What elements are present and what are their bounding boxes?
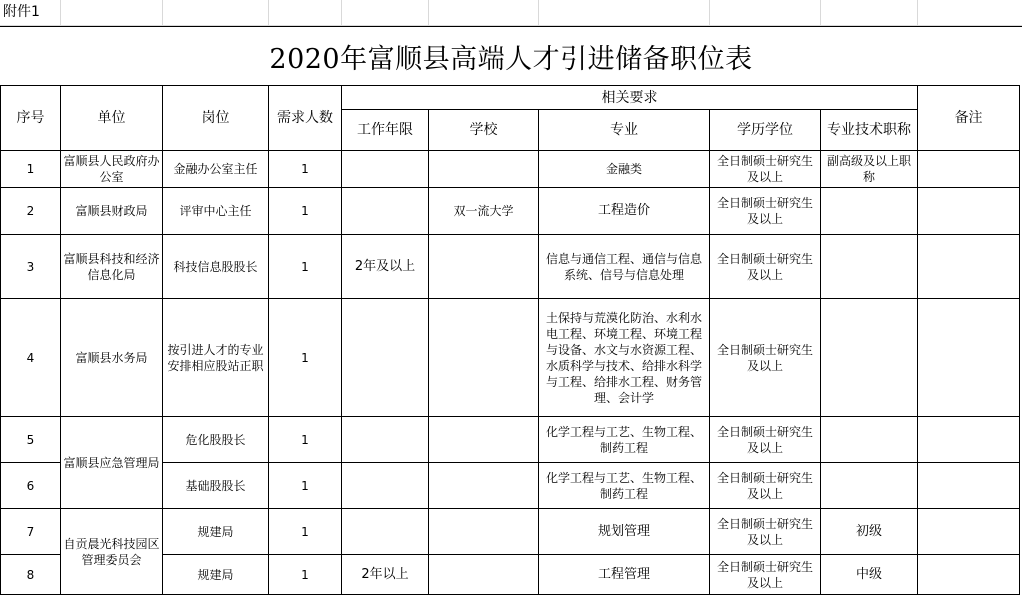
cell-degree: 全日制硕士研究生及以上 (710, 151, 821, 188)
cell-seq: 4 (1, 299, 61, 417)
cell-count: 1 (269, 509, 342, 555)
cell-major: 工程管理 (539, 555, 710, 595)
cell-years (342, 417, 429, 463)
header-position: 岗位 (163, 86, 269, 151)
cell-title (821, 463, 918, 509)
cell-seq: 2 (1, 188, 61, 235)
cell-unit: 自贡晨光科技园区管理委员会 (61, 509, 163, 595)
header-unit: 单位 (61, 86, 163, 151)
cell-major: 化学工程与工艺、生物工程、制药工程 (539, 417, 710, 463)
header-count: 需求人数 (269, 86, 342, 151)
cell-school (429, 463, 539, 509)
cell-title (821, 299, 918, 417)
attachment-label: 附件1 (3, 4, 40, 20)
table-row (1, 299, 1020, 417)
cell-seq: 3 (1, 235, 61, 299)
cell-years (342, 463, 429, 509)
cell-remark (918, 509, 1020, 555)
cell-school (429, 299, 539, 417)
cell-major: 土保持与荒漠化防治、水利水电工程、环境工程、环境工程与设备、水文与水资源工程、水质科学与技术、给排水科学与工程、给排水工程、财务管理、会计学 (539, 299, 710, 417)
header-degree: 学历学位 (710, 110, 821, 151)
page-title: 2020年富顺县高端人才引进储备职位表 (0, 26, 1022, 85)
cell-position: 评审中心主任 (163, 188, 269, 235)
cell-unit: 富顺县人民政府办公室 (61, 151, 163, 188)
cell-degree: 全日制硕士研究生及以上 (710, 417, 821, 463)
cell-count: 1 (269, 151, 342, 188)
cell-school (429, 509, 539, 555)
cell-major: 信息与通信工程、通信与信息系统、信号与信息处理 (539, 235, 710, 299)
cell-school (429, 417, 539, 463)
header-remark: 备注 (918, 86, 1020, 151)
cell-count: 1 (269, 555, 342, 595)
cell-position: 金融办公室主任 (163, 151, 269, 188)
cell-seq: 1 (1, 151, 61, 188)
cell-title: 副高级及以上职称 (821, 151, 918, 188)
cell-count: 1 (269, 188, 342, 235)
cell-count: 1 (269, 299, 342, 417)
cell-unit: 富顺县财政局 (61, 188, 163, 235)
cell-school: 双一流大学 (429, 188, 539, 235)
cell-degree: 全日制硕士研究生及以上 (710, 555, 821, 595)
table-row (1, 509, 1020, 555)
header-requirements: 相关要求 (342, 86, 918, 110)
cell-remark (918, 235, 1020, 299)
cell-years (342, 151, 429, 188)
cell-degree: 全日制硕士研究生及以上 (710, 299, 821, 417)
cell-major: 规划管理 (539, 509, 710, 555)
cell-major: 化学工程与工艺、生物工程、制药工程 (539, 463, 710, 509)
cell-degree: 全日制硕士研究生及以上 (710, 235, 821, 299)
cell-degree: 全日制硕士研究生及以上 (710, 463, 821, 509)
cell-seq: 5 (1, 417, 61, 463)
cell-remark (918, 463, 1020, 509)
cell-seq: 8 (1, 555, 61, 595)
cell-title (821, 235, 918, 299)
cell-years: 2年以上 (342, 555, 429, 595)
cell-remark (918, 151, 1020, 188)
header-title: 专业技术职称 (821, 110, 918, 151)
cell-years (342, 188, 429, 235)
header-years: 工作年限 (342, 110, 429, 151)
cell-position: 基础股股长 (163, 463, 269, 509)
cell-degree: 全日制硕士研究生及以上 (710, 188, 821, 235)
cell-count: 1 (269, 235, 342, 299)
cell-unit: 富顺县科技和经济信息化局 (61, 235, 163, 299)
cell-position: 规建局 (163, 555, 269, 595)
cell-unit: 富顺县水务局 (61, 299, 163, 417)
table-row (1, 151, 1020, 188)
cell-title (821, 417, 918, 463)
cell-unit: 富顺县应急管理局 (61, 417, 163, 509)
attachment-row (0, 0, 1022, 26)
cell-years (342, 299, 429, 417)
cell-count: 1 (269, 463, 342, 509)
cell-degree: 全日制硕士研究生及以上 (710, 509, 821, 555)
cell-remark (918, 299, 1020, 417)
header-major: 专业 (539, 110, 710, 151)
cell-remark (918, 555, 1020, 595)
header-seq: 序号 (1, 86, 61, 151)
cell-title: 初级 (821, 509, 918, 555)
cell-position: 危化股股长 (163, 417, 269, 463)
positions-table (0, 85, 1020, 595)
header-school: 学校 (429, 110, 539, 151)
cell-major: 工程造价 (539, 188, 710, 235)
table-row (1, 188, 1020, 235)
cell-remark (918, 188, 1020, 235)
cell-seq: 6 (1, 463, 61, 509)
cell-school (429, 235, 539, 299)
cell-position: 规建局 (163, 509, 269, 555)
table-row (1, 235, 1020, 299)
cell-major: 金融类 (539, 151, 710, 188)
cell-title: 中级 (821, 555, 918, 595)
header-row (1, 86, 1020, 110)
cell-seq: 7 (1, 509, 61, 555)
cell-title (821, 188, 918, 235)
cell-position: 科技信息股股长 (163, 235, 269, 299)
cell-years (342, 509, 429, 555)
cell-school (429, 151, 539, 188)
cell-years: 2年及以上 (342, 235, 429, 299)
table-row (1, 417, 1020, 463)
cell-remark (918, 417, 1020, 463)
cell-school (429, 555, 539, 595)
cell-count: 1 (269, 417, 342, 463)
cell-position: 按引进人才的专业安排相应股站正职 (163, 299, 269, 417)
